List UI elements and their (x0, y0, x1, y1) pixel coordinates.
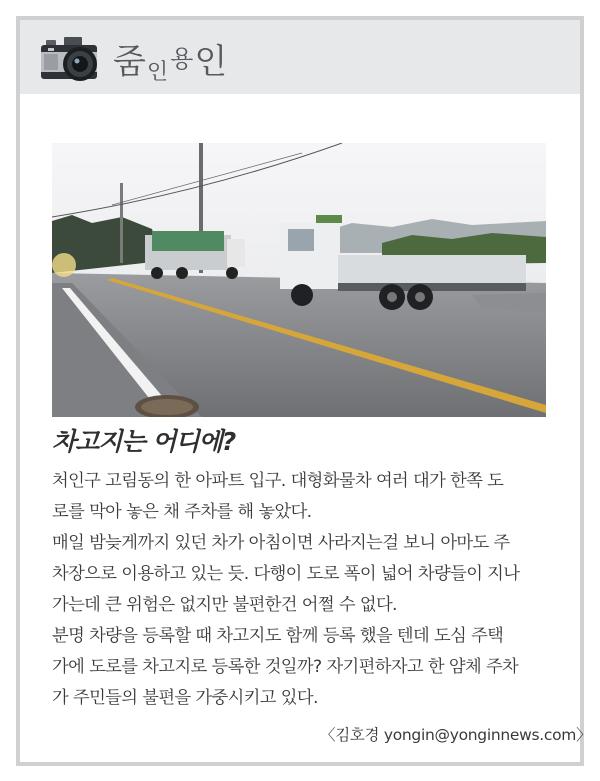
body-line: 처인구 고림동의 한 아파트 입구. 대형화물차 여러 대가 한쪽 도 (52, 471, 504, 491)
body-line: 차장으로 이용하고 있는 듯. 다행이 도로 폭이 넓어 차량들이 지나 (52, 564, 520, 584)
title-yong: 용 (170, 45, 194, 73)
photo-street-trucks (52, 143, 546, 417)
body-line: 분명 차량을 등록할 때 차고지도 함께 등록 했을 텐데 도심 주택 (52, 626, 504, 646)
body-line: 로를 막아 놓은 채 주차를 해 놓았다. (52, 502, 312, 522)
news-photo (52, 143, 546, 417)
title-in-large: 인 (194, 42, 227, 82)
title-in: 인 (146, 60, 169, 85)
title-zoom: 줌 (113, 42, 145, 82)
camera-icon (40, 36, 106, 84)
body-line: 가는데 큰 위험은 없지만 불편한건 어쩔 수 없다. (52, 595, 397, 615)
column-header (20, 20, 580, 94)
body-line: 매일 밤늦게까지 있던 차가 아침이면 사라지는걸 보니 아마도 주 (52, 533, 510, 553)
column-title (113, 34, 226, 84)
body-line: 가에 도로를 차고지로 등록한 것일까? 자기편하자고 한 얌체 주차 (52, 657, 519, 677)
article-body (52, 466, 552, 714)
article-frame (16, 16, 592, 766)
reporter-byline: 〈김호경 yongin@yonginnews.com〉 (320, 726, 592, 744)
body-line: 가 주민들의 불편을 가중시키고 있다. (52, 688, 318, 708)
article-headline: 차고지는 어디에? (52, 427, 236, 456)
